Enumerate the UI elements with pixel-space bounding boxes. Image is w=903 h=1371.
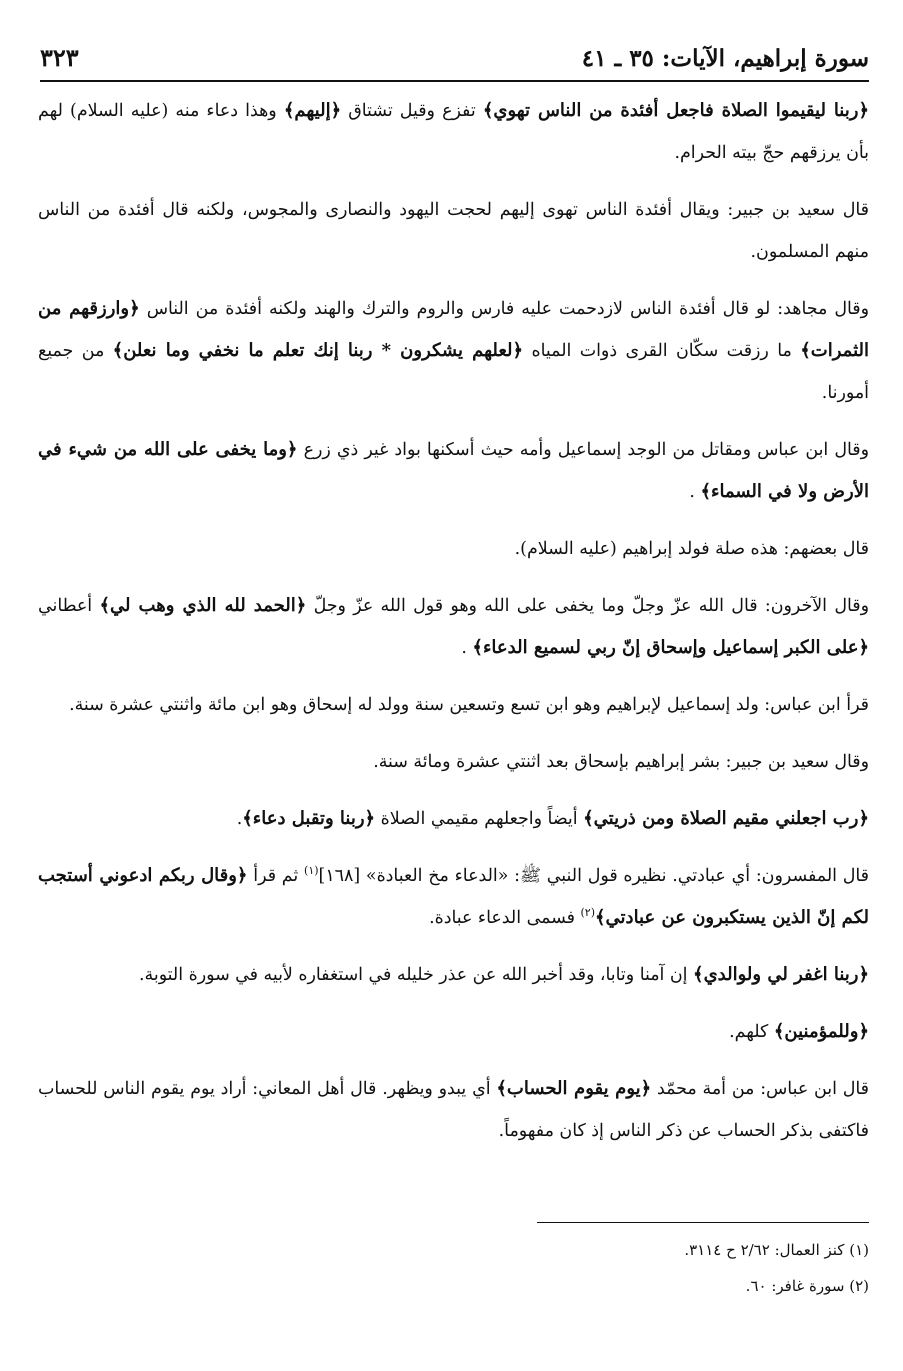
text-run: .: [689, 482, 701, 502]
page-number: ٣٢٣: [40, 43, 79, 72]
text-run: قال بعضهم: هذه صلة فولد إبراهيم (عليه السلام).: [514, 539, 869, 559]
paragraph: [38, 429, 869, 513]
header-rule: [40, 80, 869, 82]
paragraph: [38, 585, 869, 669]
quran-quote: ﴿لعلهم يشكرون * ربنا إنك تعلم ما نخفي وما نعلن﴾: [112, 340, 524, 361]
quran-quote: ﴿ربنا ليقيموا الصلاة فاجعل أفئدة من الناس تهوي﴾: [482, 100, 869, 121]
text-run: ما رزقت سكّان القرى ذوات المياه: [523, 341, 801, 361]
body-text: [38, 90, 869, 1167]
footnotes: [38, 1232, 869, 1304]
paragraph: [38, 798, 869, 840]
paragraph: [38, 954, 869, 996]
text-run: أعطاني: [38, 596, 100, 616]
quran-quote: ﴿وما يخفى على الله من شيء في الأرض ولا في السماء﴾: [38, 439, 869, 502]
text-run: .: [461, 638, 473, 658]
paragraph: [38, 741, 869, 783]
paragraph: [38, 90, 869, 174]
quran-quote: ﴿الحمد لله الذي وهب لي﴾: [99, 595, 307, 616]
text-run: .: [236, 809, 243, 829]
paragraph: [38, 684, 869, 726]
text-run: تفزع وقيل تشتاق: [341, 101, 483, 121]
quran-quote: ﴿وارزقهم من الثمرات﴾: [38, 298, 869, 361]
paragraph: [38, 855, 869, 939]
quran-quote: ﴿إليهم﴾: [283, 100, 342, 121]
text-run: أيضاً واجعلهم مقيمي الصلاة: [375, 809, 584, 829]
text-run: فسمى الدعاء عبادة.: [429, 908, 581, 928]
text-run: ثم قرأ: [247, 866, 305, 886]
text-run: وقال ابن عباس ومقاتل من الوجد إسماعيل وأمه حيث أسكنها بواد غير ذي زرع: [297, 440, 869, 460]
text-run: وهذا دعاء منه (عليه السلام) لهم بأن يرزقهم حجّ بيته الحرام.: [38, 101, 869, 163]
text-run: وقال مجاهد: لو قال أفئدة الناس لازدحمت عليه فارس والروم والترك والهند ولكنه أفئدة من الناس: [139, 299, 869, 319]
text-run: أي يبدو ويظهر. قال أهل المعاني: أراد يوم يقوم الناس للحساب فاكتفى بذكر الحساب عن ذكر الناس إذ كان مفهوماً.: [38, 1079, 869, 1141]
quran-quote: ﴿رب اجعلني مقيم الصلاة ومن ذريتي﴾: [583, 808, 869, 829]
quran-quote: ﴿يوم يقوم الحساب﴾: [496, 1078, 652, 1099]
footnote-marker: (٢): [580, 906, 595, 920]
quran-quote: ﴿ربنا اغفر لي ولوالدي﴾: [693, 964, 869, 985]
paragraph: [38, 288, 869, 414]
text-run: قرأ ابن عباس: ولد إسماعيل لإبراهيم وهو ابن تسع وتسعين سنة وولد له إسحاق وهو ابن مائة واثنتي عشرة سنة.: [69, 695, 869, 715]
paragraph: [38, 189, 869, 273]
paragraph: [38, 528, 869, 570]
running-title: سورة إبراهيم، الآيات: ٣٥ ـ ٤١: [581, 45, 869, 72]
footnote-2: (٢) سورة غافر: ٦٠.: [745, 1277, 869, 1295]
footnote-marker: (١): [304, 864, 319, 878]
page-header: [40, 28, 869, 72]
text-run: قال المفسرون: أي عبادتي. نظيره قول النبي ﷺ: «الدعاء مخ العبادة» [١٦٨]: [318, 866, 869, 886]
quran-quote: ﴿ربنا وتقبل دعاء﴾: [242, 808, 376, 829]
text-run: إن آمنا وتابا، وقد أخبر الله عن عذر خليله في استغفاره لأبيه في سورة التوبة.: [139, 965, 694, 985]
text-run: قال سعيد بن جبير: ويقال أفئدة الناس تهوى إليهم لحجت اليهود والنصارى والمجوس، ولكنه قال أفئدة من الناس منهم المسلمون.: [38, 200, 869, 262]
quran-quote: ﴿وللمؤمنين﴾: [773, 1021, 869, 1042]
text-run: من جميع أمورنا.: [38, 341, 869, 403]
paragraph: [38, 1011, 869, 1053]
quran-quote: ﴿على الكبر إسماعيل وإسحاق إنّ ربي لسميع الدعاء﴾: [472, 637, 869, 658]
text-run: وقال الآخرون: قال الله عزّ وجلّ وما يخفى على الله وهو قول الله عزّ وجلّ: [306, 596, 869, 616]
footnote-1: (١) كنز العمال: ٢/٦٢ ح ٣١١٤.: [684, 1241, 869, 1259]
text-run: وقال سعيد بن جبير: بشر إبراهيم بإسحاق بعد اثنتي عشرة ومائة سنة.: [373, 752, 869, 772]
paragraph: [38, 1068, 869, 1152]
footnote-rule: [537, 1222, 869, 1223]
text-run: كلهم.: [729, 1022, 774, 1042]
text-run: قال ابن عباس: من أمة محمّد: [651, 1079, 869, 1099]
quran-quote: ﴿وقال ربكم ادعوني أستجب لكم إنّ الذين يستكبرون عن عبادتي﴾: [38, 865, 869, 928]
